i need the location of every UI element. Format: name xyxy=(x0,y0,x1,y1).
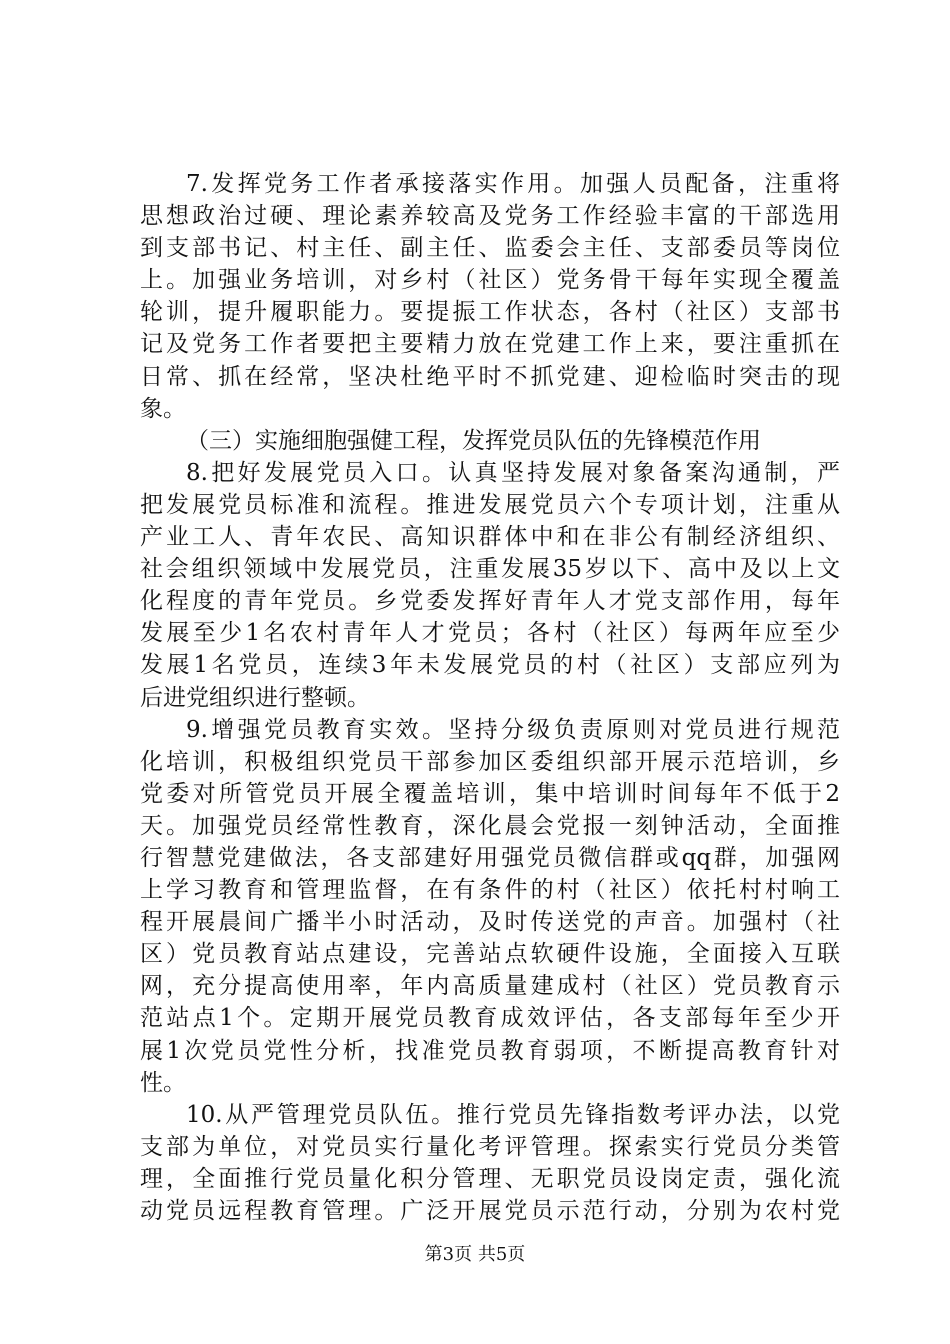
paragraph-line: 上。加强业务培训，对乡村（社区）党务骨干每年实现全覆盖 xyxy=(140,267,840,294)
paragraph-line: 动党员远程教育管理。广泛开展党员示范行动，分别为农村党 xyxy=(140,1198,840,1224)
paragraph-line: 天。加强党员经常性教育，深化晨会党报一刻钟活动，全面推 xyxy=(140,812,840,839)
paragraph-line: 产业工人、青年农民、高知识群体中和在非公有制经济组织、 xyxy=(140,524,840,551)
section-heading: （三）实施细胞强健工程，发挥党员队伍的先锋模范作用 xyxy=(186,427,761,454)
paragraph-line: 上学习教育和管理监督，在有条件的村（社区）依托村村响工 xyxy=(140,877,840,904)
paragraph-line: 后进党组织进行整顿。 xyxy=(140,684,370,711)
paragraph-line: 理，全面推行党员量化积分管理、无职党员设岗定责，强化流 xyxy=(140,1165,840,1192)
paragraph-line: 7.发挥党务工作者承接落实作用。加强人员配备，注重将 xyxy=(186,171,840,197)
paragraph-line: 发展至少1名农村青年人才党员；各村（社区）每两年应至少 xyxy=(140,620,840,647)
paragraph-line: 化培训，积极组织党员干部参加区委组织部开展示范培训，乡 xyxy=(140,748,840,775)
paragraph-line: 网，充分提高使用率，年内高质量建成村（社区）党员教育示 xyxy=(140,973,840,1000)
paragraph-line: 10.从严管理党员队伍。推行党员先锋指数考评办法，以党 xyxy=(186,1101,840,1128)
paragraph-line: 行智慧党建做法，各支部建好用强党员微信群或qq群，加强网 xyxy=(140,844,840,871)
paragraph-line: 展1次党员党性分析，找准党员教育弱项，不断提高教育针对 xyxy=(140,1037,840,1064)
paragraph-line: 发展1名党员，连续3年未发展党员的村（社区）支部应列为 xyxy=(140,652,840,679)
paragraph-line: 8.把好发展党员入口。认真坚持发展对象备案沟通制，严 xyxy=(186,459,840,486)
paragraph-line: 把发展党员标准和流程。推进发展党员六个专项计划，注重从 xyxy=(140,491,840,518)
paragraph-line: 党委对所管党员开展全覆盖培训，集中培训时间每年不低于2 xyxy=(140,780,840,807)
paragraph-line: 象。 xyxy=(140,395,186,422)
paragraph-line: 程开展晨间广播半小时活动，及时传送党的声音。加强村（社 xyxy=(140,909,840,936)
paragraph-line: 思想政治过硬、理论素养较高及党务工作经验丰富的干部选用 xyxy=(140,203,840,230)
paragraph-line: 区）党员教育站点建设，完善站点软硬件设施，全面接入互联 xyxy=(140,941,840,968)
paragraph-line: 到支部书记、村主任、副主任、监委会主任、支部委员等岗位 xyxy=(140,235,840,262)
paragraph-line: 轮训，提升履职能力。要提振工作状态，各村（社区）支部书 xyxy=(140,299,840,326)
paragraph-line: 化程度的青年党员。乡党委发挥好青年人才党支部作用，每年 xyxy=(140,588,840,615)
page-number-footer: 第3页 共5页 xyxy=(424,1244,526,1265)
paragraph-line: 范站点1个。定期开展党员教育成效评估，各支部每年至少开 xyxy=(140,1005,840,1032)
paragraph-line: 9.增强党员教育实效。坚持分级负责原则对党员进行规范 xyxy=(186,716,840,743)
document-body xyxy=(140,168,840,1227)
paragraph-line: 社会组织领域中发展党员，注重发展35岁以下、高中及以上文 xyxy=(140,556,840,583)
paragraph-line: 记及党务工作者要把主要精力放在党建工作上来，要注重抓在 xyxy=(140,331,840,358)
paragraph-line: 日常、抓在经常，坚决杜绝平时不抓党建、迎检临时突击的现 xyxy=(140,363,840,390)
paragraph-line: 支部为单位，对党员实行量化考评管理。探索实行党员分类管 xyxy=(140,1133,840,1160)
paragraph-line: 性。 xyxy=(140,1069,186,1096)
